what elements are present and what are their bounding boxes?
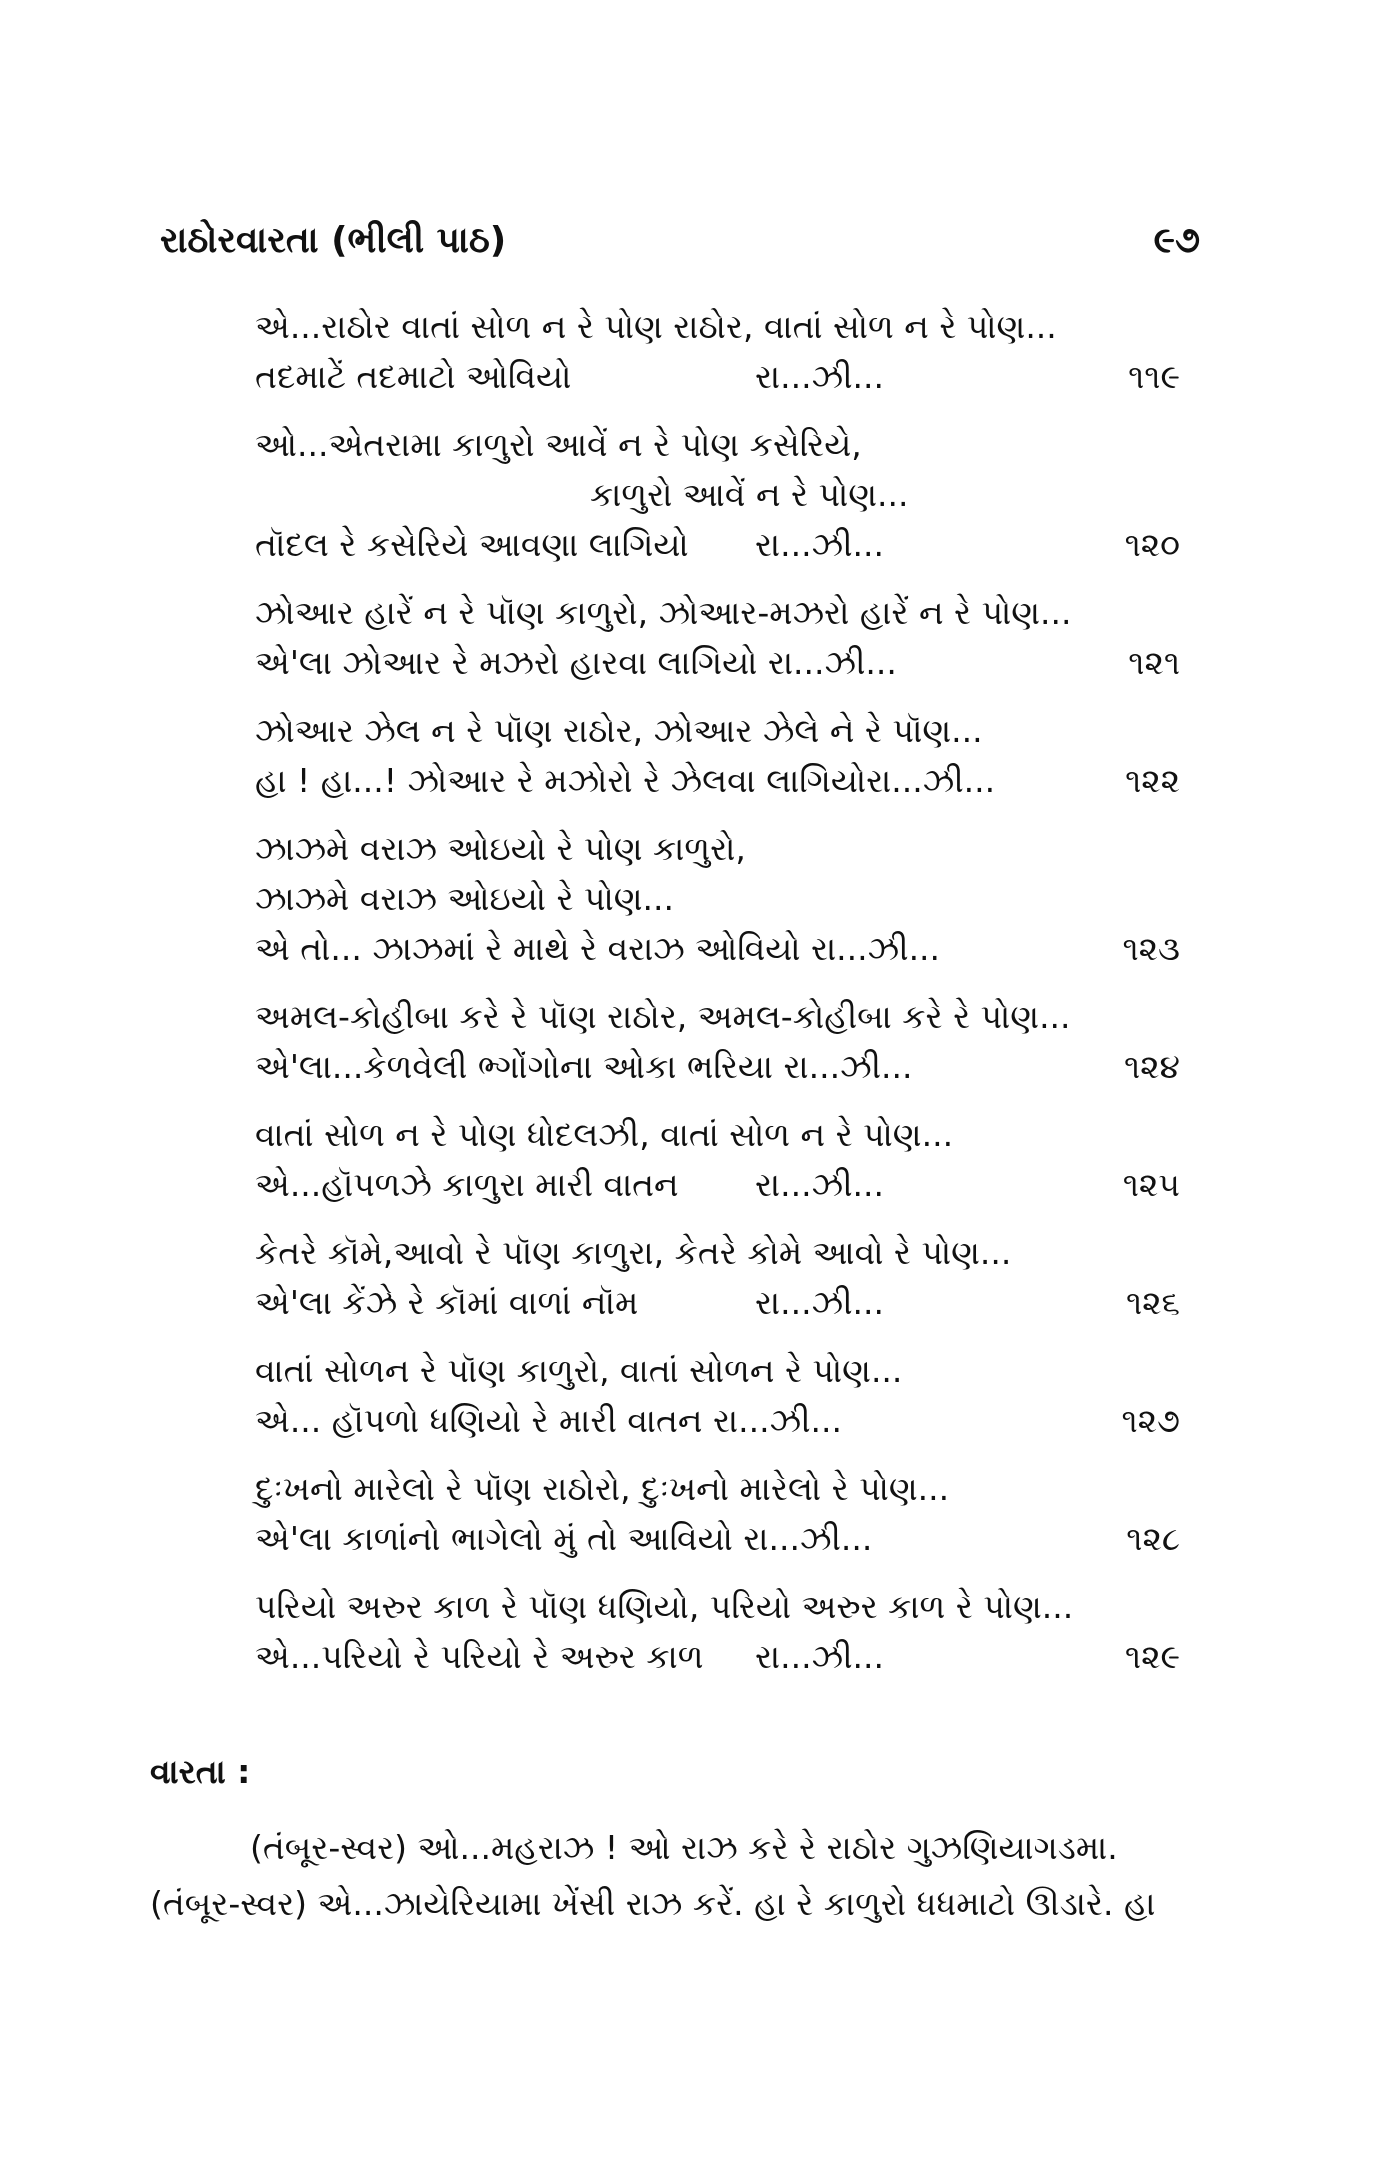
verse-line	[255, 638, 1180, 688]
verse-number: ૧૨૬	[1125, 1283, 1180, 1322]
stanza	[255, 302, 1180, 402]
verse-number: ૧૨૯	[1124, 1637, 1180, 1676]
running-head	[160, 220, 1200, 270]
verse-line	[255, 1632, 1180, 1682]
verse-text: એ...હૉપળઝે કાળુરા મારી વાતન	[255, 1165, 679, 1204]
verse-line	[255, 470, 1180, 520]
verse-text: વાતાં સોળ ન રે પોણ ધોદલઝી, વાતાં સોળ ન રે પોણ...	[255, 1115, 954, 1154]
prose-line: (તંબૂર-સ્વર) એ...ઝાયેરિયામા ખેંસી રાઝ કરેં. હા રે કાળુરો ધધમાટો ઊડારે. હા	[150, 1884, 1156, 1923]
verse-text: ઝાઝમે વરાઝ ઓઇયો રે પોણ કાળુરો,	[255, 829, 746, 868]
verse-refrain: રા...ઝી...	[755, 525, 885, 564]
stanza	[255, 1346, 1180, 1446]
verse-refrain: રા...ઝી...	[755, 1637, 885, 1676]
stanza	[255, 1464, 1180, 1564]
verse-text: ઝોઆર હારેં ન રે પૉણ કાળુરો, ઝોઆર-મઝરો હારેં ન રે પોણ...	[255, 593, 1072, 632]
prose-line: (તંબૂર-સ્વર) ઓ...મહરાઝ ! ઓ રાઝ કરે રે રાઠોર ગુઝણિયાગડમા.	[250, 1828, 1118, 1867]
verse-block	[255, 302, 1180, 1700]
verse-text: દુઃખનો મારેલો રે પૉણ રાઠોરો, દુઃખનો મારેલો રે પોણ...	[255, 1469, 950, 1508]
verse-line	[255, 520, 1180, 570]
verse-line	[255, 756, 1180, 806]
verse-number: ૧૨૭	[1121, 1401, 1180, 1440]
stanza	[255, 588, 1180, 688]
verse-number: ૧૨૫	[1122, 1165, 1180, 1204]
verse-line	[255, 706, 1180, 756]
verse-line	[255, 1042, 1180, 1092]
verse-text: એ... હૉપળો ધણિયો રે મારી વાતન રા...ઝી...	[255, 1401, 842, 1440]
verse-line	[255, 420, 1180, 470]
verse-number: ૧૨૮	[1126, 1519, 1180, 1558]
verse-line	[255, 1514, 1180, 1564]
verse-text: અમલ-કોહીબા કરે રે પૉણ રાઠોર, અમલ-કોહીબા કરે રે પોણ...	[255, 997, 1071, 1036]
verse-text: એ'લા ઝોઆર રે મઝરો હારવા લાગિયો રા...ઝી...	[255, 643, 897, 682]
verse-line	[255, 1228, 1180, 1278]
stanza	[255, 1110, 1180, 1210]
verse-text: પરિયો અરુર કાળ રે પૉણ ધણિયો, પરિયો અરુર કાળ રે પોણ...	[255, 1587, 1074, 1626]
verse-text: વાતાં સોળન રે પૉણ કાળુરો, વાતાં સોળન રે પોણ...	[255, 1351, 903, 1390]
verse-number: ૧૨૪	[1123, 1047, 1180, 1086]
running-title: રાઠોરવારતા (ભીલી પાઠ)	[160, 220, 507, 261]
verse-line	[255, 992, 1180, 1042]
verse-refrain: રા...ઝી...	[755, 1165, 885, 1204]
verse-line	[255, 874, 1180, 924]
stanza	[255, 706, 1180, 806]
verse-line	[255, 1464, 1180, 1514]
verse-line	[255, 1278, 1180, 1328]
verse-text: ઝાઝમે વરાઝ ઓઇયો રે પોણ...	[255, 879, 674, 918]
verse-number: ૧૨૩	[1122, 929, 1180, 968]
verse-text: એ તો... ઝાઝમાં રે માથે રે વરાઝ ઓવિયો રા...ઝી...	[255, 929, 941, 968]
verse-number: ૧૨૨	[1125, 761, 1180, 800]
verse-line	[255, 588, 1180, 638]
verse-text: તૉદલ રે કસેરિયે આવણા લાગિયો	[255, 525, 689, 564]
stanza	[255, 1582, 1180, 1682]
verse-line	[255, 352, 1180, 402]
verse-number: ૧૧૯	[1128, 357, 1180, 396]
stanza	[255, 420, 1180, 570]
page-number: ૯૭	[1153, 220, 1200, 261]
verse-line	[255, 924, 1180, 974]
stanza	[255, 992, 1180, 1092]
verse-line	[255, 1160, 1180, 1210]
verse-number: ૧૨૦	[1124, 525, 1180, 564]
verse-text: હા ! હા...! ઝોઆર રે મઝોરો રે ઝેલવા લાગિયોરા...ઝી...	[255, 761, 996, 800]
verse-line	[255, 1396, 1180, 1446]
verse-refrain: રા...ઝી...	[755, 357, 885, 396]
verse-number: ૧૨૧	[1128, 643, 1180, 682]
verse-line	[255, 1582, 1180, 1632]
prose-block	[150, 1820, 1200, 1932]
verse-refrain: રા...ઝી...	[755, 1283, 885, 1322]
verse-line	[255, 302, 1180, 352]
verse-text: કેતરે કૉમે,આવો રે પૉણ કાળુરા, કેતરે કોમે આવો રે પોણ...	[255, 1233, 1012, 1272]
verse-text: એ'લા કેંઝે રે કૉમાં વાળાં નૉમ	[255, 1283, 639, 1322]
stanza	[255, 1228, 1180, 1328]
verse-text: તદમાટેં તદમાટો ઓવિયો	[255, 357, 572, 396]
verse-text: કાળુરો આવેં ન રે પોણ...	[590, 475, 909, 514]
verse-text: એ...રાઠોર વાતાં સોળ ન રે પોણ રાઠોર, વાતાં સોળ ન રે પોણ...	[255, 307, 1057, 346]
section-heading: વારતા :	[150, 1752, 251, 1791]
verse-line	[255, 1110, 1180, 1160]
verse-text: એ'લા...કેળવેલી ભ્ગોંગોના ઓકા ભરિયા રા...ઝી...	[255, 1047, 913, 1086]
verse-text: એ...પરિયો રે પરિયો રે અરુર કાળ	[255, 1637, 704, 1676]
verse-text: એ'લા કાળાંનો ભાગેલો મું તો આવિયો રા...ઝી...	[255, 1519, 873, 1558]
verse-text: ઝોઆર ઝેલ ન રે પૉણ રાઠોર, ઝોઆર ઝેલે ને રે પૉણ...	[255, 711, 983, 750]
verse-text: ઓ...એતરામા કાળુરો આવેં ન રે પોણ કસેરિયે,	[255, 425, 862, 464]
verse-line	[255, 1346, 1180, 1396]
verse-line	[255, 824, 1180, 874]
stanza	[255, 824, 1180, 974]
